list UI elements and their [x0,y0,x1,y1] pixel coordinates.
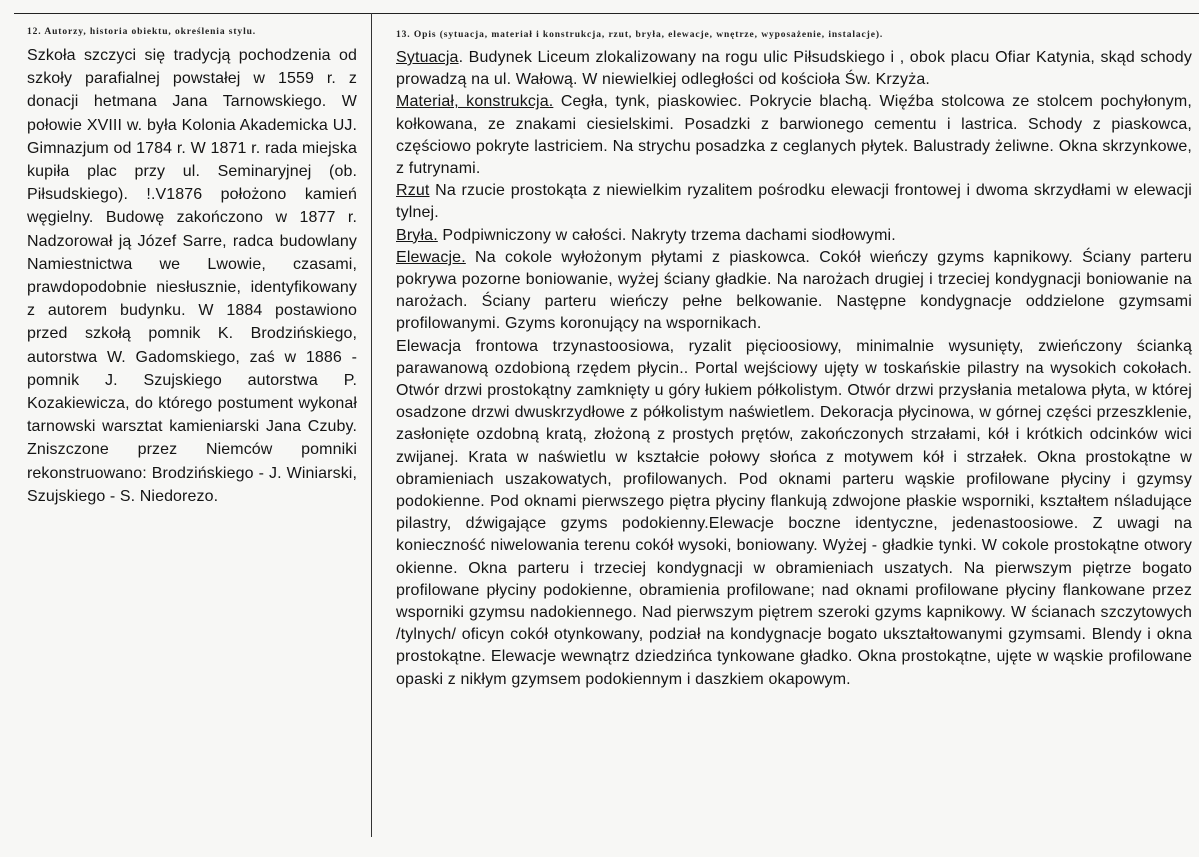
section-13-heading: 13. Opis (sytuacja, materiał i konstrukcja, rzut, bryła, elewacje, wnętrze, wyposażenie, instalacje). [396,30,884,40]
elevations-paragraph [396,247,1192,336]
material-text: Cegła, tynk, piaskowiec. Pokrycie blachą. Więźba stolcowa ze stolcem pochyłonym, kołkowana, ze znakami ciesielskimi. Posadzki z barwionego cementu i lastrica. Schody z piaskowca, częściowo pokryte lastriciem. Na strychu posadzka z ceglanych płytek. Balustrady żeliwne. Okna skrzynkowe, z futrynami. [396,93,1192,178]
top-rule [14,13,1199,14]
plan-text: Na rzucie prostokąta z niewielkim ryzalitem pośrodku elewacji frontowej i dwoma skrzydłami w elewacji tylnej. [396,182,1192,222]
section-12-heading: 12. Autorzy, historia obiektu, określenia stylu. [27,27,257,37]
mass-paragraph [396,225,1192,247]
plan-paragraph [396,180,1192,224]
elevations-text: Na cokole wyłożonym płytami z piaskowca. Cokół wieńczy gzyms kapnikowy. Ściany parteru pokrywa pozorne boniowanie, wyżej ściany gładkie. Na narożach drugiej i trzeciej kondygnacji boniowanie na narożach. Ściany parteru wieńczy pełne belkowanie. Następne kondygnacje oddzielone gzymsami profilowanymi. Gzyms koronujący na wspornikach. [396,248,1192,333]
facade-paragraph: Elewacja frontowa trzynastoosiowa, ryzalit pięcioosiowy, minimalnie wysunięty, zwieńczony ścianką parawanową ozdobioną rzędem płycin.. Portal wejściowy ujęty w toskańskie pilastry na wysokich cokołach. Otwór drzwi prostokątny zamknięty u góry łukiem półkolistym. Otwór drzwi przysłania metalowa płyta, w której osadzone drzwi dwuskrzydłowe z półkolistym naświetlem. Dekoracja płycinowa, w górnej części przeszklenie, zasłonięte ozdobną kratą, złożoną z prostych prętów, zakończonych strzałami, kół i krótkich odcinków wici zwijanej. Krata w naświetlu w kształcie połowy słońca z motywem kół i strzałek. Okna prostokątne w obramieniach uszakowatych, profilowanych. Pod oknami parteru wąskie profilowane płyciny i gzymsy podokienne. Pod oknami pierwszego piętra płyciny flankują zdwojone płaskie wsporniki, kształtem nśladujące pilastry, dźwigające gzyms podokienny.Elewacje boczne identyczne, jedenastoosiowe. Z uwagi na konieczność niwelowania terenu cokół wysoki, boniowany. Wyżej - gładkie tynki. W cokole prostokątne otwory okienne. Okna parteru i trzeciej kondygnacji w obramieniach uszatych. Na pierwszym piętrze bogato profilowane płyciny podokienne, obramienia profilowane; nad oknami profilowane płyciny flankowane przez wsporniki gzymsu nadokiennego. Nad pierwszym piętrem szeroki gzyms kapnikowy. W ścianach szczytowych /tylnych/ oficyn cokół otynkowany, podział na kondygnacje bogato ukształtowanymi gzymsami. Blendy i okna prostokątne. Elewacje wewnątrz dziedzińca tynkowane gładko. Okna prostokątne, ujęte w wąskie profilowane opaski z nikłym gzymsem podokiennym i daszkiem okapowym. [396,337,1192,688]
material-paragraph [396,91,1192,180]
section-13-body [396,47,1192,691]
material-label: Materiał, konstrukcja. [396,93,554,111]
situation-label: Sytuacja [396,49,459,66]
situation-text: . Budynek Liceum zlokalizowany na rogu ulic Piłsudskiego i , obok placu Ofiar Katynia, skąd schody prowadzą na ul. Wałową. W niewielkiej odległości od kościoła Św. Krzyża. [396,49,1192,89]
elevations-label: Elewacje. [396,248,466,266]
situation-paragraph [396,47,1192,91]
section-12-text: Szkoła szczyci się tradycją pochodzenia od szkoły parafialnej powstałej w 1559 r. z donacji hetmana Jana Tarnowskiego. W połowie XVIII w. była Kolonia Akademicka UJ. Gimnazjum od 1784 r. W 1871 r. rada miejska kupiła plac przy ul. Seminaryjnej (ob. Piłsudskiego). !.V1876 położono kamień węgielny. Budowę zakończono w 1877 r. Nadzorował ją Józef Sarre, radca budowlany Namiestnictwa we Lwowie, czasami, prawdopodobnie niesłusznie, identyfikowany z autorem budynku. W 1884 postawiono przed szkołą pomnik K. Brodzińskiego, autorstwa W. Gadomskiego, zaś w 1886 - pomnik J. Szujskiego autorstwa P. Kozakiewicza, do którego postument wykonał tarnowski warsztat kamieniarski Jana Czuby. Zniszczone przez Niemców pomniki rekonstruowano: Brodzińskiego - J. Winiarski, Szujskiego - S. Niedorezo. [27,47,357,505]
plan-label: Rzut [396,182,430,200]
column-divider [371,13,372,837]
section-13-description [396,30,1192,691]
section-12-history [27,27,357,508]
mass-text: Podpiwniczony w całości. Nakryty trzema dachami siodłowymi. [437,226,896,244]
mass-label: Bryła. [396,226,438,244]
